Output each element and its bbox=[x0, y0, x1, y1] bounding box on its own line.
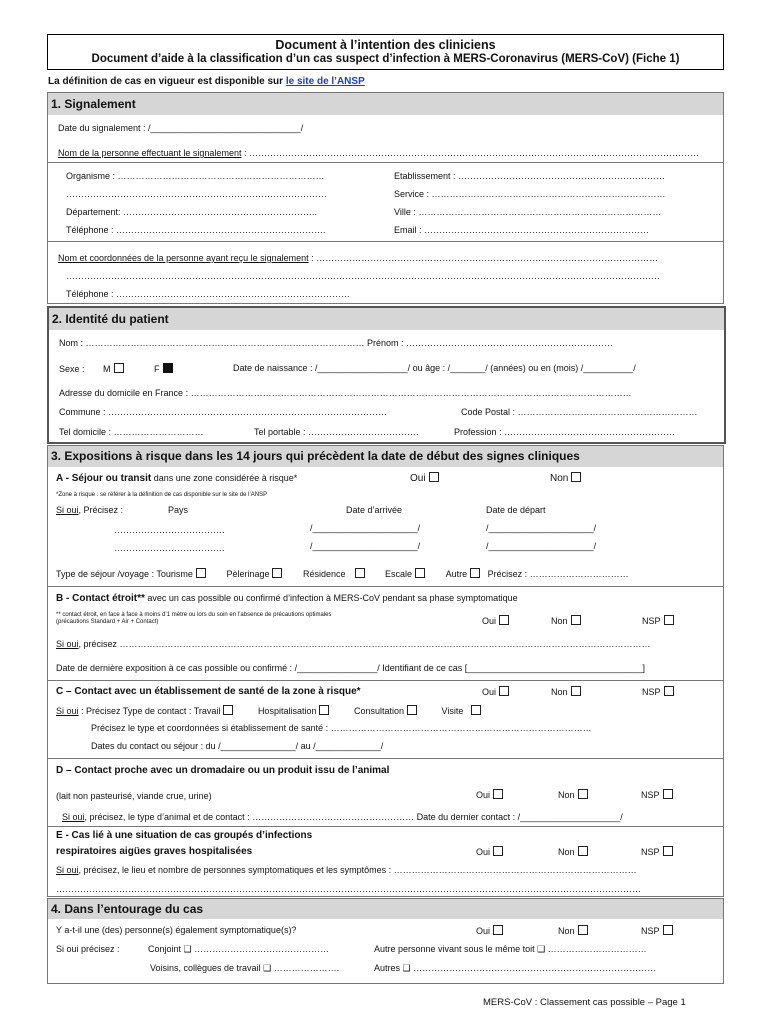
arrivee-header: Date d’arrivée bbox=[346, 505, 403, 515]
voisins-field[interactable]: Voisins, collègues de travail ❑ …………………. bbox=[150, 963, 340, 973]
sejour-transit-title: A - Séjour ou transit dans une zone considérée à risque* bbox=[56, 473, 298, 484]
groupes-dots[interactable]: …………………………………………………………………………………………………………………………………………………………………………… bbox=[56, 884, 641, 894]
groupes-non: Non bbox=[558, 846, 588, 857]
hospitalisation-checkbox[interactable] bbox=[319, 705, 329, 715]
coord-etab-field[interactable]: Précisez le type et coordonnées si établissement de santé : …………………………………………………………………………… bbox=[91, 723, 592, 733]
autre-personne-field[interactable]: Autre personne vivant sous le même toit ❑ …………………………… bbox=[374, 944, 647, 954]
dromadaire-title: D – Contact proche avec un dromadaire ou un produit issu de l’animal bbox=[56, 765, 390, 776]
sexe-m-checkbox[interactable] bbox=[114, 363, 124, 373]
etab-sante-title: C – Contact avec un établissement de santé de la zone à risque* bbox=[56, 686, 361, 697]
recu-signalement[interactable]: Nom et coordonnées de la personne ayant reçu le signalement : …………………………………………………………………………………………………… bbox=[58, 253, 659, 263]
cas-groupes-title2: respiratoires aigües graves hospitalisées bbox=[56, 846, 253, 857]
pays-header: Pays bbox=[168, 505, 189, 515]
contact-non: Non bbox=[551, 615, 581, 626]
dromadaire-precisez[interactable]: Si oui, précisez, le type d’animal et de contact : ……………………………………………… Date du dernier contact : /____________________/ bbox=[62, 812, 623, 822]
code-postal-field[interactable]: Code Postal : …………………………………………………… bbox=[461, 407, 698, 417]
departement-field[interactable]: Département: ……………………………………………………….. bbox=[66, 207, 318, 217]
telephone-field[interactable]: Téléphone : ……………………………………………………………. bbox=[66, 225, 326, 235]
entourage-nsp-checkbox[interactable] bbox=[663, 925, 673, 935]
dromadaire-non-checkbox[interactable] bbox=[578, 789, 588, 799]
doc-subtitle: Document d’aide à la classification d’un cas suspect d’infection à MERS-Coronavirus (MERS-CoV) (Fiche 1) bbox=[91, 53, 680, 65]
profession-field[interactable]: Profession : ………………………………………………… bbox=[454, 427, 676, 437]
autre-checkbox[interactable] bbox=[470, 568, 480, 578]
dromadaire-non: Non bbox=[558, 789, 588, 800]
groupes-oui-checkbox[interactable] bbox=[493, 846, 503, 856]
zone-risque-note: *Zone à risque : se référer à la définition de cas disponible sur le site de l’ANSP bbox=[56, 492, 268, 498]
pelerinage-checkbox[interactable] bbox=[272, 568, 282, 578]
intro-line: La définition de cas en vigueur est disponible sur le site de l’ANSP bbox=[48, 76, 365, 87]
contact-oui-checkbox[interactable] bbox=[499, 615, 509, 625]
etab-oui: Oui bbox=[482, 686, 509, 697]
dromadaire-lait: (lait non pasteurisé, viande crue, urine) bbox=[56, 791, 212, 801]
sejour-oui: Oui bbox=[410, 472, 439, 484]
tel-domicile-field[interactable]: Tel domicile : ………………………… bbox=[59, 427, 204, 437]
nom-prenom-field[interactable]: Nom : ………………………………………………………………………………… Prénom : …………………………………………………………… bbox=[59, 338, 614, 348]
consultation-checkbox[interactable] bbox=[407, 705, 417, 715]
escale-checkbox[interactable] bbox=[415, 568, 425, 578]
telephone2-field[interactable]: Téléphone : …………………………………………………………………… bbox=[66, 289, 351, 299]
sejour-oui-checkbox[interactable] bbox=[429, 472, 439, 482]
contact-etroit-note2: (précautions Standard + Air + Contact) bbox=[56, 619, 159, 625]
service-field[interactable]: Service : …………………………………………………………………… bbox=[394, 189, 666, 199]
section-entourage bbox=[47, 898, 724, 984]
type-sejour-row: Type de séjour /voyage : Tourisme Pèlerinage Résidence Escale Autre Précisez : …………………………… bbox=[56, 569, 629, 579]
pays-field[interactable]: ………………………………. bbox=[114, 543, 225, 553]
type-contact-row: Si oui : Précisez Type de contact : Travail Hospitalisation Consultation Visite bbox=[56, 705, 481, 716]
date-signalement[interactable]: Date du signalement : /______________________________/ bbox=[58, 123, 304, 133]
etab-oui-checkbox[interactable] bbox=[499, 686, 509, 696]
dromadaire-nsp: NSP bbox=[641, 789, 673, 800]
sexe-row: Sexe : M F bbox=[59, 363, 173, 374]
sexe-f-checkbox[interactable] bbox=[163, 363, 173, 373]
visite-checkbox[interactable] bbox=[471, 705, 481, 715]
doc-title: Document à l’intention des cliniciens bbox=[275, 38, 496, 52]
title-box bbox=[47, 34, 724, 70]
ansp-link[interactable]: le site de l’ANSP bbox=[285, 76, 365, 87]
ville-field[interactable]: Ville : ……………………………………………………………………… bbox=[394, 207, 662, 217]
contact-non-checkbox[interactable] bbox=[571, 615, 581, 625]
contact-nsp: NSP bbox=[642, 615, 674, 626]
section-heading: 2. Identité du patient bbox=[49, 308, 724, 330]
contact-nsp-checkbox[interactable] bbox=[664, 615, 674, 625]
pays-field[interactable]: ………………………………. bbox=[114, 525, 225, 535]
dromadaire-oui-checkbox[interactable] bbox=[493, 789, 503, 799]
sejour-si-oui: Si oui, Précisez : bbox=[56, 505, 124, 515]
groupes-non-checkbox[interactable] bbox=[578, 846, 588, 856]
etab-nsp-checkbox[interactable] bbox=[664, 686, 674, 696]
contact-oui: Oui bbox=[482, 615, 509, 626]
organisme-dots[interactable]: …………………………………………………………………………… bbox=[66, 189, 327, 199]
conjoint-field[interactable]: Conjoint ❑ ……………………………………… bbox=[148, 944, 330, 954]
contact-etroit-note: ** contact étroit, en face à face à moins d’1 mètre ou lors du soin en l’absence de précautions optimales bbox=[56, 612, 332, 618]
naissance-field[interactable]: Date de naissance : /__________________/ ou âge : /_______/ (années) ou en (mois) /__________/ bbox=[233, 363, 636, 373]
section-expositions bbox=[47, 445, 724, 897]
tel-portable-field[interactable]: Tel portable : ………………………………. bbox=[254, 427, 419, 437]
contact-precisez[interactable]: Si oui, précisez …………………………………………………………………………………………………………………………………………………………… bbox=[56, 639, 651, 649]
tourisme-checkbox[interactable] bbox=[196, 568, 206, 578]
entourage-oui-checkbox[interactable] bbox=[493, 925, 503, 935]
dates-contact-field[interactable]: Dates du contact ou séjour : du /_______________/ au /_____________/ bbox=[91, 741, 384, 751]
entourage-non: Non bbox=[558, 925, 588, 936]
section-signalement bbox=[47, 92, 724, 304]
sejour-non-checkbox[interactable] bbox=[571, 472, 581, 482]
arrivee-field[interactable]: /_____________________/ bbox=[310, 523, 421, 533]
section-heading: 1. Signalement bbox=[48, 93, 723, 115]
depart-field[interactable]: /_____________________/ bbox=[486, 541, 597, 551]
entourage-question: Y a-t-il une (des) personne(s) également symptomatique(s)? bbox=[56, 925, 297, 935]
recu-dots[interactable]: ……………………………………………………………………………………………………………………………………………………………………………… bbox=[66, 271, 660, 281]
autres-field[interactable]: Autres ❑ ……………………………………………………………………… bbox=[374, 963, 657, 973]
contact-etroit-title: B - Contact étroit** avec un cas possible ou confirmé d’infection à MERS-CoV pendant sa phase symptomatique bbox=[56, 593, 518, 604]
adresse-field[interactable]: Adresse du domicile en France : ………………………………………………………………………………………………………………………………… bbox=[59, 388, 632, 398]
arrivee-field[interactable]: /_____________________/ bbox=[310, 541, 421, 551]
page-footer: MERS-CoV : Classement cas possible – Page 1 bbox=[483, 997, 686, 1008]
nom-signalant[interactable]: Nom de la personne effectuant le signalement : …………………………………………………………………………………………………………………………………… bbox=[58, 148, 699, 158]
cas-groupes-title1: E - Cas lié à une situation de cas groupés d’infections bbox=[56, 830, 313, 841]
residence-checkbox[interactable] bbox=[355, 568, 365, 578]
commune-field[interactable]: Commune : ………………………………………………………………………………… bbox=[59, 407, 388, 417]
entourage-oui: Oui bbox=[476, 925, 503, 936]
section-heading: 4. Dans l’entourage du cas bbox=[48, 899, 723, 919]
groupes-nsp: NSP bbox=[641, 846, 673, 857]
dromadaire-oui: Oui bbox=[476, 789, 503, 800]
section-heading: 3. Expositions à risque dans les 14 jours qui précèdent la date de début des signes cliniques bbox=[48, 446, 723, 467]
groupes-oui: Oui bbox=[476, 846, 503, 857]
entourage-non-checkbox[interactable] bbox=[578, 925, 588, 935]
email-field[interactable]: Email : ………………………………………………………………… bbox=[394, 225, 650, 235]
etab-nsp: NSP bbox=[642, 686, 674, 697]
derniere-exposition[interactable]: Date de dernière exposition à ce cas possible ou confirmé : /________________/ Identifiant de ce cas [___________________________________] bbox=[56, 663, 645, 673]
depart-field[interactable]: /_____________________/ bbox=[486, 523, 597, 533]
etablissement-field[interactable]: Etablissement : …………………………………………………………… bbox=[394, 171, 666, 181]
sejour-non: Non bbox=[550, 472, 581, 484]
entourage-nsp: NSP bbox=[641, 925, 673, 936]
groupes-precisez[interactable]: Si oui, précisez, le lieu et nombre de personnes symptomatiques et les symptômes : ……………………………………………………………………… bbox=[56, 865, 637, 875]
groupes-nsp-checkbox[interactable] bbox=[663, 846, 673, 856]
travail-checkbox[interactable] bbox=[223, 705, 233, 715]
organisme-field[interactable]: Organisme : …………………………………………………………… bbox=[66, 171, 325, 181]
dromadaire-nsp-checkbox[interactable] bbox=[663, 789, 673, 799]
entourage-si-oui: Si oui précisez : bbox=[56, 944, 120, 954]
depart-header: Date de départ bbox=[486, 505, 546, 515]
etab-non: Non bbox=[551, 686, 581, 697]
etab-non-checkbox[interactable] bbox=[571, 686, 581, 696]
section-identite bbox=[47, 306, 726, 444]
